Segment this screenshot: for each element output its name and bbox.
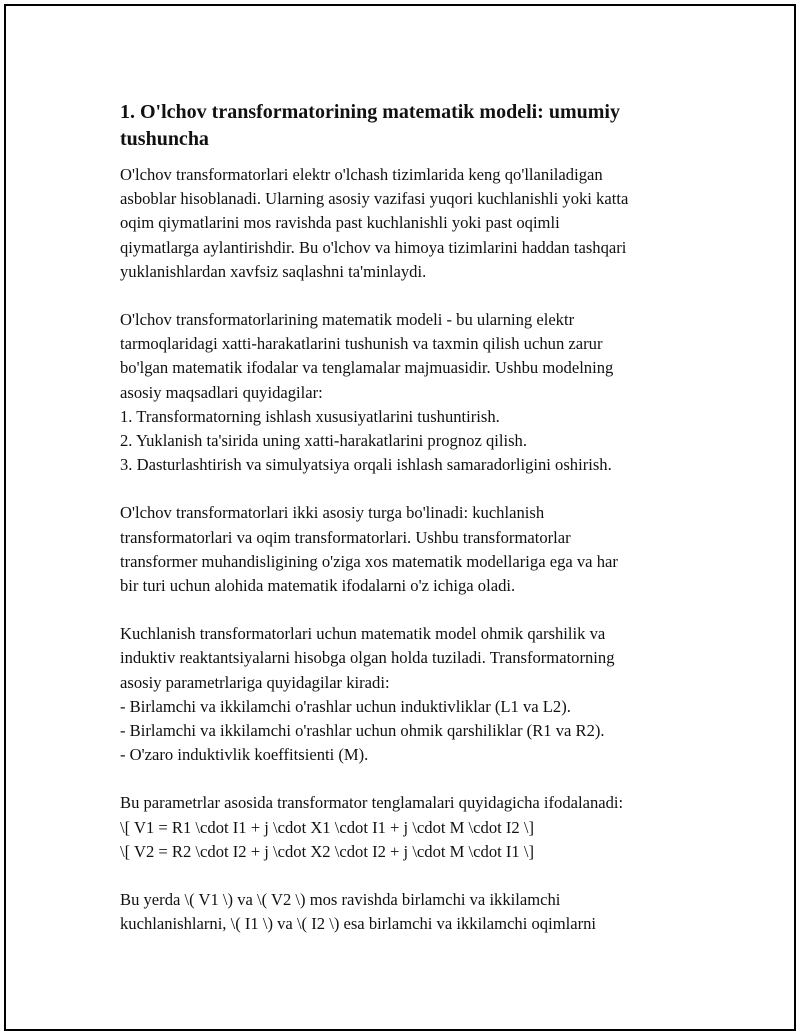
paragraph-line: \[ V2 = R2 \cdot I2 + j \cdot X2 \cdot I2 + j \cdot M \cdot I1 \]	[120, 841, 534, 861]
paragraph-line: asosiy maqsadlari quyidagilar:	[120, 382, 323, 402]
paragraph-line: transformer muhandisligining o'ziga xos matematik modellariga ega va har	[120, 551, 618, 571]
paragraph-line: O'lchov transformatorlari elektr o'lchash tizimlarida keng qo'llaniladigan	[120, 165, 603, 184]
paragraph	[120, 308, 700, 477]
paragraph-line: asosiy parametrlariga quyidagilar kiradi:	[120, 672, 390, 692]
paragraph-line: transformatorlari va oqim transformatorlari. Ushbu transformatorlar	[120, 527, 571, 547]
paragraph-line: Kuchlanish transformatorlari uchun matematik model ohmik qarshilik va	[120, 624, 606, 644]
paragraph-line: \[ V1 = R1 \cdot I1 + j \cdot X1 \cdot I1 + j \cdot M \cdot I2 \]	[120, 817, 534, 837]
paragraph-line: bo'lgan matematik ifodalar va tenglamalar majmuasidir. Ushbu modelning	[120, 358, 614, 378]
paragraph	[120, 163, 700, 284]
paragraph-line: - Birlamchi va ikkilamchi o'rashlar uchun induktivliklar (L1 va L2).	[120, 696, 571, 716]
paragraph-line: asboblar hisoblanadi. Ularning asosiy vazifasi yuqori kuchlanishli yoki katta	[120, 189, 629, 209]
paragraph-list	[120, 163, 700, 936]
paragraph-line: 2. Yuklanish ta'sirida uning xatti-harakatlarini prognoz qilish.	[120, 431, 527, 451]
paragraph-line: tarmoqlaridagi xatti-harakatlarini tushunish va taxmin qilish uchun zarur	[120, 334, 603, 354]
page-frame	[4, 4, 796, 1031]
paragraph-line: kuchlanishlarni, \( I1 \) va \( I2 \) esa birlamchi va ikkilamchi oqimlarni	[120, 914, 597, 934]
document-title: 1. O'lchov transformatorining matematik modeli: umumiy tushuncha	[120, 101, 620, 150]
paragraph-line: O'lchov transformatorlarining matematik modeli - bu ularning elektr	[120, 310, 575, 330]
document-body	[120, 99, 700, 960]
paragraph-line: O'lchov transformatorlari ikki asosiy turga bo'linadi: kuchlanish	[120, 503, 545, 523]
paragraph	[120, 501, 700, 598]
paragraph	[120, 888, 700, 936]
paragraph-line: bir turi uchun alohida matematik ifodalarni o'z ichiga oladi.	[120, 576, 516, 596]
paragraph-line: induktiv reaktantsiyalarni hisobga olgan holda tuziladi. Transformatorning	[120, 648, 615, 668]
paragraph-line: 1. Transformatorning ishlash xususiyatlarini tushuntirish.	[120, 406, 500, 426]
paragraph-line: 3. Dasturlashtirish va simulyatsiya orqali ishlash samaradorligini oshirish.	[120, 455, 612, 475]
paragraph-line: yuklanishlardan xavfsiz saqlashni ta'minlaydi.	[120, 261, 427, 281]
paragraph-line: - Birlamchi va ikkilamchi o'rashlar uchun ohmik qarshiliklar (R1 va R2).	[120, 721, 605, 741]
paragraph	[120, 791, 700, 864]
paragraph	[120, 622, 700, 767]
paragraph-line: qiymatlarga aylantirishdir. Bu o'lchov va himoya tizimlarini haddan tashqari	[120, 237, 627, 257]
paragraph-line: Bu parametrlar asosida transformator tenglamalari quyidagicha ifodalanadi:	[120, 793, 624, 813]
paragraph-line: Bu yerda \( V1 \) va \( V2 \) mos ravishda birlamchi va ikkilamchi	[120, 890, 561, 910]
paragraph-line: - O'zaro induktivlik koeffitsienti (M).	[120, 745, 369, 765]
paragraph-line: oqim qiymatlarini mos ravishda past kuchlanishli yoki past oqimli	[120, 213, 560, 233]
